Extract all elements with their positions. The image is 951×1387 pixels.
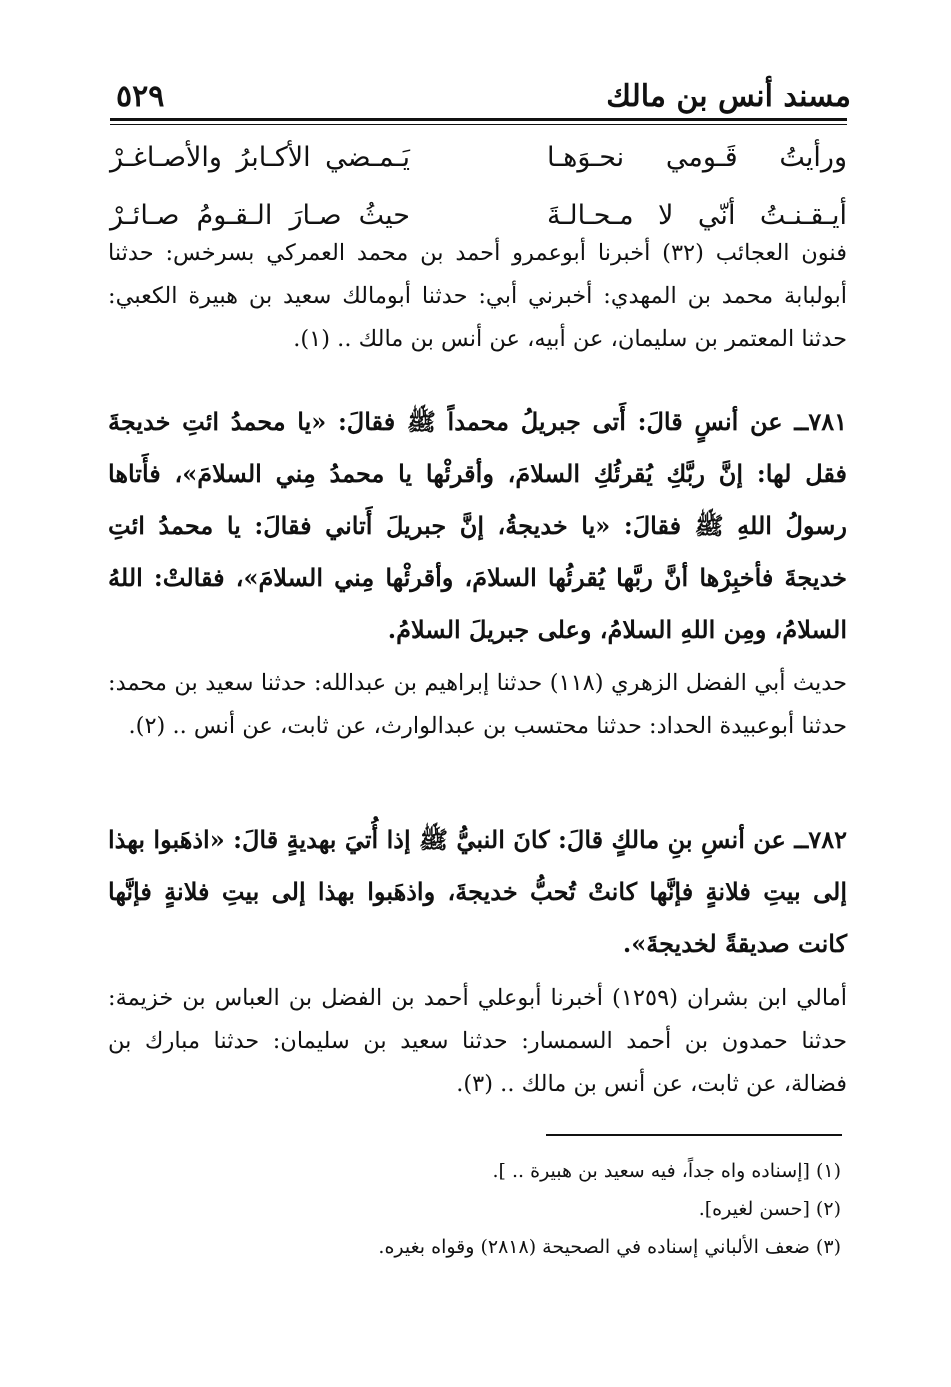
poem [110,128,847,244]
page-number: ٥٢٩ [116,79,165,114]
footnote-1: (١) [إسناده واه جداً، فيه سعيد بن هبيرة .. ]. [492,1160,841,1182]
page-header [116,62,851,114]
hemistich-right: أيـقـنـتُ أنّي لا مـحـالـةَ [547,199,847,231]
footnote-rule [546,1134,842,1136]
footnote-3: (٣) ضعف الألباني إسناده في الصحيحة (٢٨١٨) وقواه بغيره. [378,1236,841,1258]
source-paragraph-1: فنون العجائب (٣٢) أخبرنا أبوعمرو أحمد بن محمد العمركي بسرخس: حدثنا أبولبابة محمد بن المهدي: أخبرني أبي: حدثنا أبومالك سعيد بن هبيرة الكعبي: حدثنا المعتمر بن سليمان، عن أبيه، عن أنس بن مالك .. (١). [108,240,847,352]
book-title: مسند أنس بن مالك [606,79,851,114]
hemistich-right: ورأيتُ قَـومي نحـوَهـا [547,141,847,173]
verse-row [110,128,847,186]
source-paragraph-3: أمالي ابن بشران (١٢٥٩) أخبرنا أبوعلي أحمد بن الفضل بن العباس بن خزيمة: حدثنا حمدون بن أحمد السمسار: حدثنا سعيد بن سليمان: حدثنا مبارك بن فضالة، عن ثابت، عن أنس بن مالك .. (٣). [108,985,848,1097]
hadith-781: ٧٨١ــ عن أنسٍ قالَ: أَتى جبريلُ محمداً ﷺ فقالَ: «يا محمدُ ائتِ خديجةَ فقل لها: إنَّ ربَّكِ يُقرئُكِ السلامَ، وأقرئْها يا محمدُ مِني السلامَ»، فأَتاها رسولُ اللهِ ﷺ فقالَ: «يا خديجةُ، إنَّ جبريلَ أَتاني فقالَ: يا محمدُ ائتِ خديجةَ فأخبِرْها أنَّ ربَّها يُقرئُها السلامَ، وأقرئْها مِني السلامَ»، فقالتْ: اللهُ السلامُ، ومِن اللهِ السلامُ، وعلى جبريلَ السلامُ. [108,407,848,644]
hemistich-left: يَـمـضي الأكـابرُ والأصـاغـرْ [110,141,410,173]
footnote-2: (٢) [حسن لغيره]. [698,1198,841,1220]
footnotes [108,1152,841,1266]
hemistich-left: حيثُ صـارَ الـقـومُ صـائـرْ [110,199,410,231]
header-rule [110,118,847,124]
hadith-782: ٧٨٢ــ عن أنسِ بنِ مالكٍ قالَ: كانَ النبيُّ ﷺ إذا أُتيَ بهديةٍ قالَ: «اذهَبوا بهذا إلى بيتِ فلانةٍ فإنَّها كانتْ تُحبُّ خديجةَ، واذهَبوا بهذا إلى بيتِ فلانةٍ فإنَّها كانت صديقةً لخديجةَ». [108,825,847,958]
source-paragraph-2: حديث أبي الفضل الزهري (١١٨) حدثنا إبراهيم بن عبدالله: حدثنا سعيد بن محمد: حدثنا أبوعبيدة الحداد: حدثنا محتسب بن عبدالوارث، عن ثابت، عن أنس .. (٢). [108,670,847,739]
